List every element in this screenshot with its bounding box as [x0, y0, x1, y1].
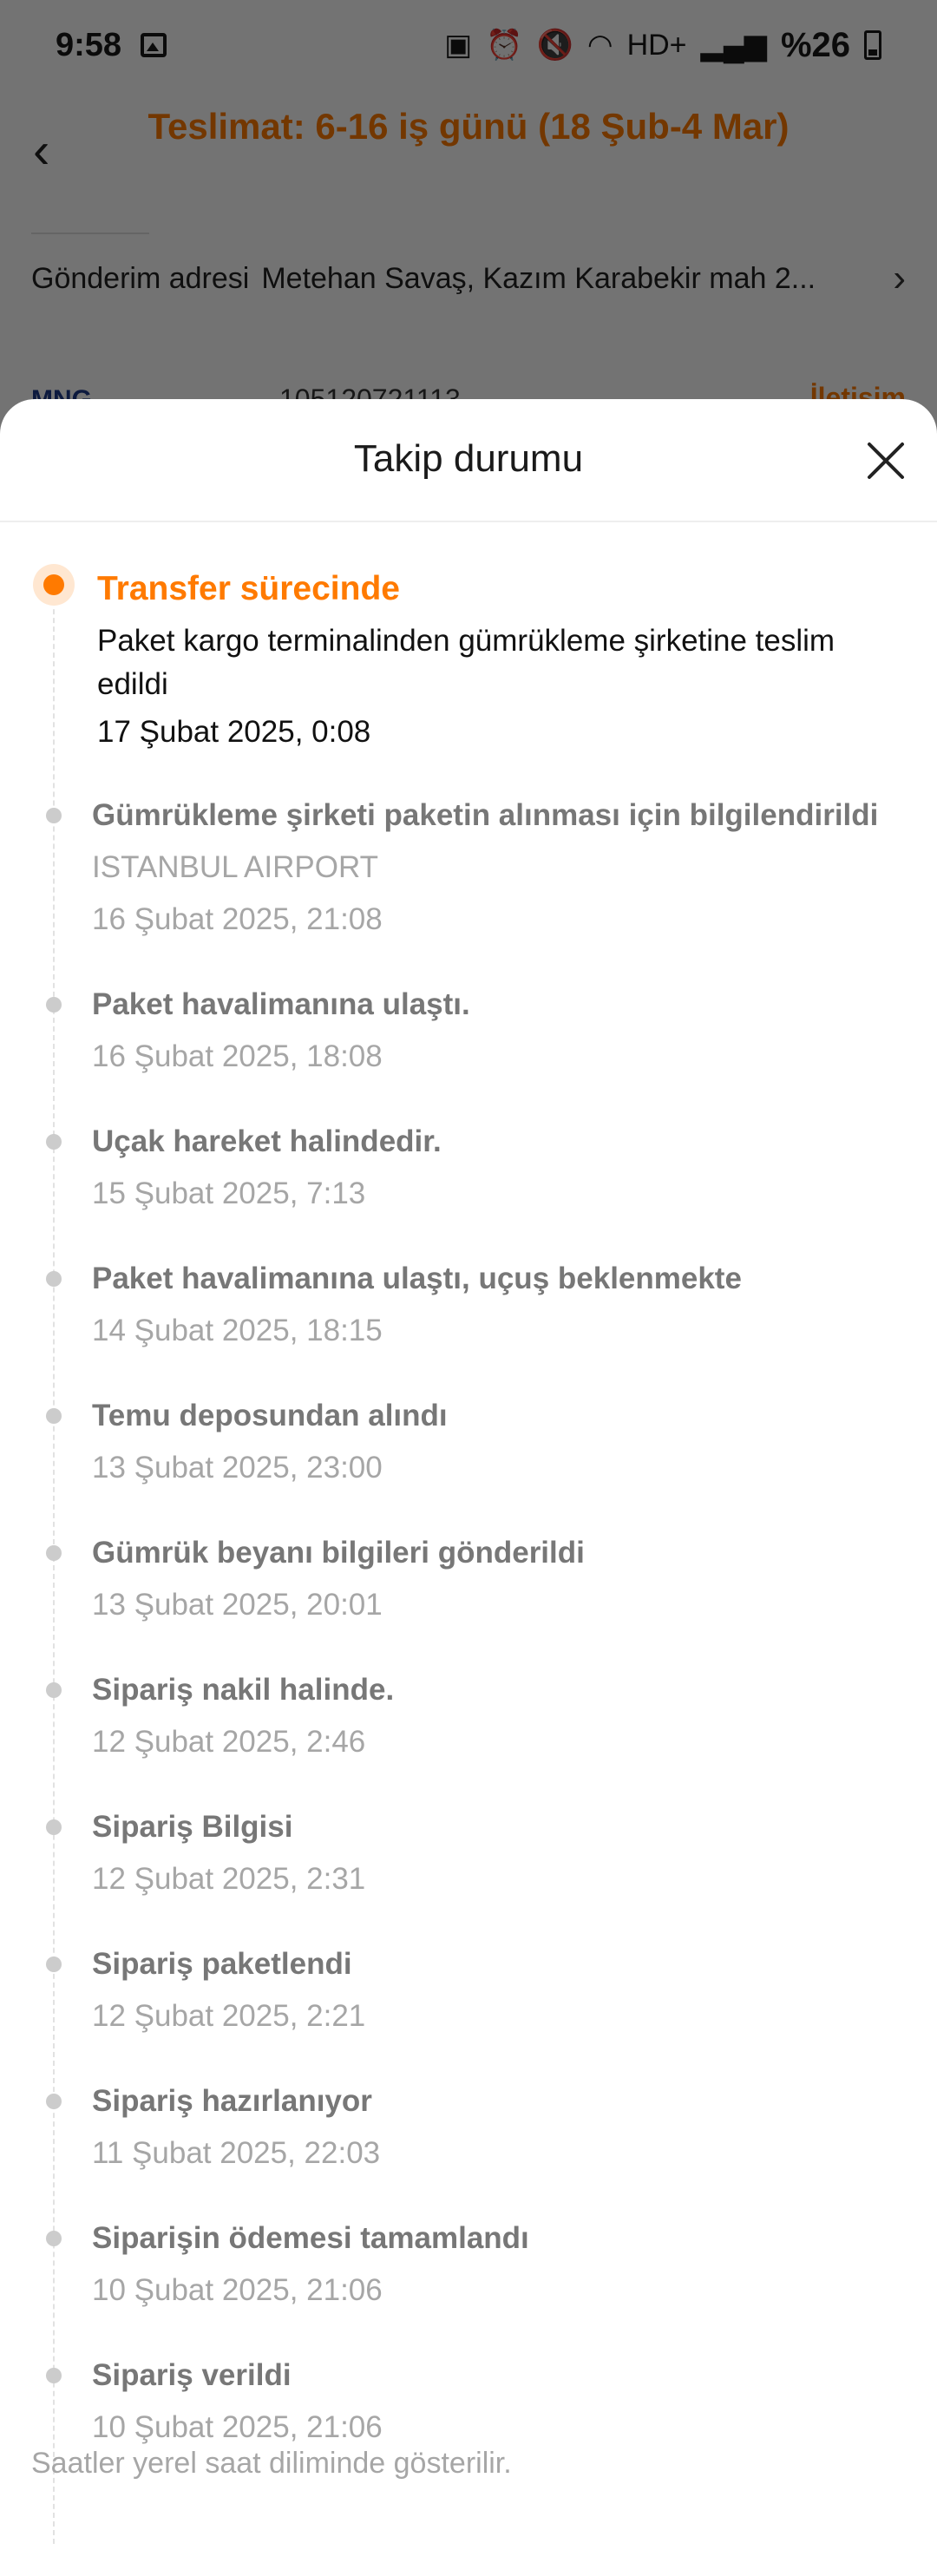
current-status-dot-icon	[33, 564, 75, 606]
timeline-event	[0, 1395, 937, 1489]
event-title: Sipariş paketlendi	[92, 1947, 352, 1981]
timeline-event	[0, 1943, 937, 2037]
timeline-event	[0, 795, 937, 941]
event-date: 12 Şubat 2025, 2:21	[92, 1999, 366, 2033]
current-event-date: 17 Şubat 2025, 0:08	[97, 715, 371, 749]
timezone-footnote: Saatler yerel saat diliminde gösterilir.	[31, 2447, 512, 2480]
timeline-dot-icon	[46, 2368, 62, 2383]
sheet-header	[0, 399, 937, 522]
event-title: Paket havalimanına ulaştı, uçuş beklenmekte	[92, 1262, 742, 1295]
event-date: 16 Şubat 2025, 21:08	[92, 902, 383, 936]
current-event-title: Transfer sürecinde	[97, 570, 400, 607]
event-date: 16 Şubat 2025, 18:08	[92, 1039, 383, 1073]
timeline-dot-icon	[46, 1682, 62, 1698]
timeline-event	[0, 2355, 937, 2448]
timeline-dot-icon	[46, 1271, 62, 1287]
event-date: 12 Şubat 2025, 2:46	[92, 1725, 366, 1759]
event-title: Sipariş Bilgisi	[92, 1810, 293, 1844]
event-date: 10 Şubat 2025, 21:06	[92, 2410, 383, 2444]
timeline-event	[0, 984, 937, 1078]
event-title: Uçak hareket halindedir.	[92, 1124, 442, 1158]
event-date: 14 Şubat 2025, 18:15	[92, 1314, 383, 1347]
timeline-dot-icon	[46, 2094, 62, 2109]
event-title: Gümrükleme şirketi paketin alınması için bilgilendirildi	[92, 798, 879, 832]
event-title: Gümrük beyanı bilgileri gönderildi	[92, 1536, 585, 1570]
event-location: ISTANBUL AIRPORT	[92, 850, 378, 884]
event-title: Paket havalimanına ulaştı.	[92, 987, 470, 1021]
event-title: Siparişin ödemesi tamamlandı	[92, 2221, 529, 2255]
timeline-dot-icon	[46, 2231, 62, 2246]
timeline-event	[0, 1532, 937, 1626]
timeline-event	[0, 1669, 937, 1763]
timeline-current-event	[0, 522, 937, 753]
event-date: 12 Şubat 2025, 2:31	[92, 1862, 366, 1896]
event-title: Temu deposundan alındı	[92, 1399, 448, 1432]
timeline-dot-icon	[46, 1134, 62, 1150]
event-date: 10 Şubat 2025, 21:06	[92, 2273, 383, 2307]
event-date: 15 Şubat 2025, 7:13	[92, 1177, 366, 1210]
close-icon[interactable]	[866, 441, 906, 481]
timeline-dot-icon	[46, 997, 62, 1013]
timeline-event	[0, 2218, 937, 2311]
timeline-event-list	[0, 795, 937, 2448]
event-date: 13 Şubat 2025, 23:00	[92, 1451, 383, 1485]
event-title: Sipariş verildi	[92, 2358, 292, 2392]
timeline-event	[0, 1121, 937, 1215]
event-title: Sipariş hazırlanıyor	[92, 2084, 372, 2118]
tracking-sheet	[0, 399, 937, 2576]
timeline-dot-icon	[46, 1545, 62, 1561]
timeline-dot-icon	[46, 1957, 62, 1972]
event-date: 11 Şubat 2025, 22:03	[92, 2136, 381, 2170]
event-date: 13 Şubat 2025, 20:01	[92, 1588, 383, 1622]
timeline-dot-icon	[46, 1408, 62, 1424]
event-title: Sipariş nakil halinde.	[92, 1673, 395, 1707]
timeline-event	[0, 1806, 937, 1900]
sheet-title: Takip durumu	[353, 437, 584, 480]
timeline-event	[0, 2081, 937, 2174]
timeline-event	[0, 1258, 937, 1352]
current-event-description: Paket kargo terminalinden gümrükleme şirketine teslim edildi	[97, 624, 835, 701]
tracking-timeline	[0, 522, 937, 2448]
timeline-dot-icon	[46, 808, 62, 823]
timeline-dot-icon	[46, 1819, 62, 1835]
